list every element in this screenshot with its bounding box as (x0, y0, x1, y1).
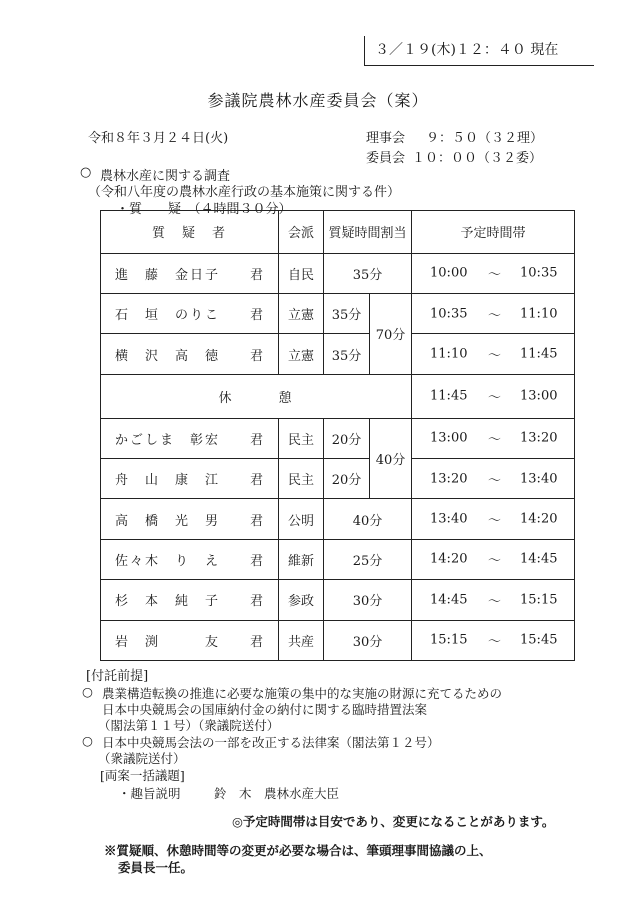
note-change-line1: ※質疑順、休憩時間等の変更が必要な場合は、筆頭理事間協議の上、 (104, 843, 492, 858)
tilde: ～ (488, 513, 502, 529)
table-row (101, 334, 575, 374)
schedule-table (100, 210, 575, 661)
tilde: ～ (488, 308, 502, 324)
tilde: ～ (488, 348, 502, 364)
allocation: 30分 (324, 580, 412, 620)
party: 立憲 (279, 334, 324, 374)
status-timestamp: ３／１９(木)１２：４０ 現在 (364, 36, 594, 66)
end-time: 10:35 (520, 265, 558, 281)
meeting-time-committee: １０：００（３２委） (412, 151, 543, 166)
questioner-name: 岩 渕 友 君 (101, 620, 279, 660)
allocation: 40分 (324, 499, 412, 539)
end-time: 13:20 (520, 430, 558, 446)
tilde: ～ (488, 553, 502, 569)
questioner-name: 石 垣 のりこ 君 (101, 294, 279, 334)
table-row (101, 620, 575, 660)
group-allocation: 40分 (370, 418, 412, 499)
questioner-name: 佐々木 り え 君 (101, 539, 279, 579)
start-time: 13:00 (430, 430, 468, 446)
bill1-line2: 日本中央競馬会の国庫納付金の納付に関する臨時措置法案 (102, 702, 428, 717)
note-schedule-approx: ◎予定時間帯は目安であり、変更になることがあります。 (232, 814, 555, 829)
bill1-line1: 農業構造転換の推進に必要な施策の集中的な実施の財源に充てるための (102, 686, 503, 701)
table-row (101, 294, 575, 334)
agenda-bullet: ○ (80, 165, 92, 180)
annex-heading: [付託前提] (86, 669, 149, 684)
end-time: 14:45 (520, 551, 558, 567)
table-row (101, 253, 575, 293)
meeting-time-board: ９：５０（３２理） (426, 131, 544, 146)
start-time: 11:45 (430, 388, 468, 404)
time-slot (412, 499, 575, 539)
note-change-line2: 委員長一任。 (118, 860, 194, 875)
time-slot (412, 418, 575, 458)
end-time: 15:15 (520, 592, 558, 608)
end-time: 13:00 (520, 388, 558, 404)
start-time: 13:40 (430, 511, 468, 527)
allocation: 35分 (324, 334, 370, 374)
meeting-date: 令和８年３月２４日(火) (88, 131, 229, 146)
questioner-name: 舟 山 康 江 君 (101, 458, 279, 498)
question-duration: ・質 疑 （４時間３０分） (116, 202, 292, 217)
time-slot (412, 294, 575, 334)
party: 維新 (279, 539, 324, 579)
time-slot (412, 253, 575, 293)
start-time: 14:20 (430, 551, 468, 567)
start-time: 15:15 (430, 632, 468, 648)
tilde: ～ (488, 473, 502, 489)
end-time: 15:45 (520, 632, 558, 648)
questioner-name: 横 沢 高 徳 君 (101, 334, 279, 374)
explainer-name: 鈴 木 農林水産大臣 (214, 786, 340, 801)
end-time: 11:45 (520, 346, 558, 362)
questioner-name: 高 橋 光 男 君 (101, 499, 279, 539)
allocation: 20分 (324, 418, 370, 458)
party: 参政 (279, 580, 324, 620)
time-slot (412, 458, 575, 498)
group-allocation: 70分 (370, 294, 412, 375)
table-row (101, 499, 575, 539)
bill1-bullet: ○ (82, 684, 93, 699)
party: 共産 (279, 620, 324, 660)
party: 自民 (279, 253, 324, 293)
start-time: 11:10 (430, 346, 468, 362)
party: 民主 (279, 458, 324, 498)
questioner-name: かごしま 彰宏 君 (101, 418, 279, 458)
start-time: 10:35 (430, 306, 468, 322)
header-questioner: 質 疑 者 (101, 211, 279, 254)
table-row (101, 580, 575, 620)
bundle-label: [両案一括議題] (100, 768, 185, 783)
table-row (101, 539, 575, 579)
bill2-line2: （衆議院送付） (98, 751, 186, 766)
header-schedule: 予定時間帯 (412, 211, 575, 254)
allocation: 35分 (324, 294, 370, 334)
tilde: ～ (488, 432, 502, 448)
table-row (101, 458, 575, 498)
header-allocation: 質疑時間割当 (324, 211, 412, 254)
questioner-name: 進 藤 金日子 君 (101, 253, 279, 293)
time-slot (412, 620, 575, 660)
start-time: 10:00 (430, 265, 468, 281)
allocation: 25分 (324, 539, 412, 579)
allocation: 35分 (324, 253, 412, 293)
explanation-label: ・趣旨説明 (118, 786, 181, 801)
questioner-name: 杉 本 純 子 君 (101, 580, 279, 620)
agenda-title: 農林水産に関する調査 (100, 169, 231, 184)
table-header-row (101, 211, 575, 254)
recess-label: 休 憩 (101, 374, 412, 418)
allocation: 20分 (324, 458, 370, 498)
time-slot (412, 580, 575, 620)
table-row-recess (101, 374, 575, 418)
end-time: 13:40 (520, 471, 558, 487)
table-row (101, 418, 575, 458)
header-party: 会派 (279, 211, 324, 254)
bill1-line3: （閣法第１１号）（衆議院送付） (98, 718, 280, 733)
party: 立憲 (279, 294, 324, 334)
time-slot (412, 374, 575, 418)
party: 民主 (279, 418, 324, 458)
bill2-bullet: ○ (82, 733, 93, 748)
tilde: ～ (488, 390, 502, 406)
end-time: 14:20 (520, 511, 558, 527)
start-time: 13:20 (430, 471, 468, 487)
start-time: 14:45 (430, 592, 468, 608)
bill2-line1: 日本中央競馬会法の一部を改正する法律案（閣法第１２号） (102, 735, 440, 750)
time-slot (412, 334, 575, 374)
tilde: ～ (488, 634, 502, 650)
meeting-label-board: 理事会 (366, 131, 406, 146)
meeting-label-committee: 委員会 (366, 151, 406, 166)
tilde: ～ (488, 594, 502, 610)
tilde: ～ (488, 267, 502, 283)
allocation: 30分 (324, 620, 412, 660)
agenda-subtitle: （令和八年度の農林水産行政の基本施策に関する件） (88, 185, 401, 200)
end-time: 11:10 (520, 306, 558, 322)
party: 公明 (279, 499, 324, 539)
time-slot (412, 539, 575, 579)
page-title: 参議院農林水産委員会（案） (207, 91, 429, 110)
